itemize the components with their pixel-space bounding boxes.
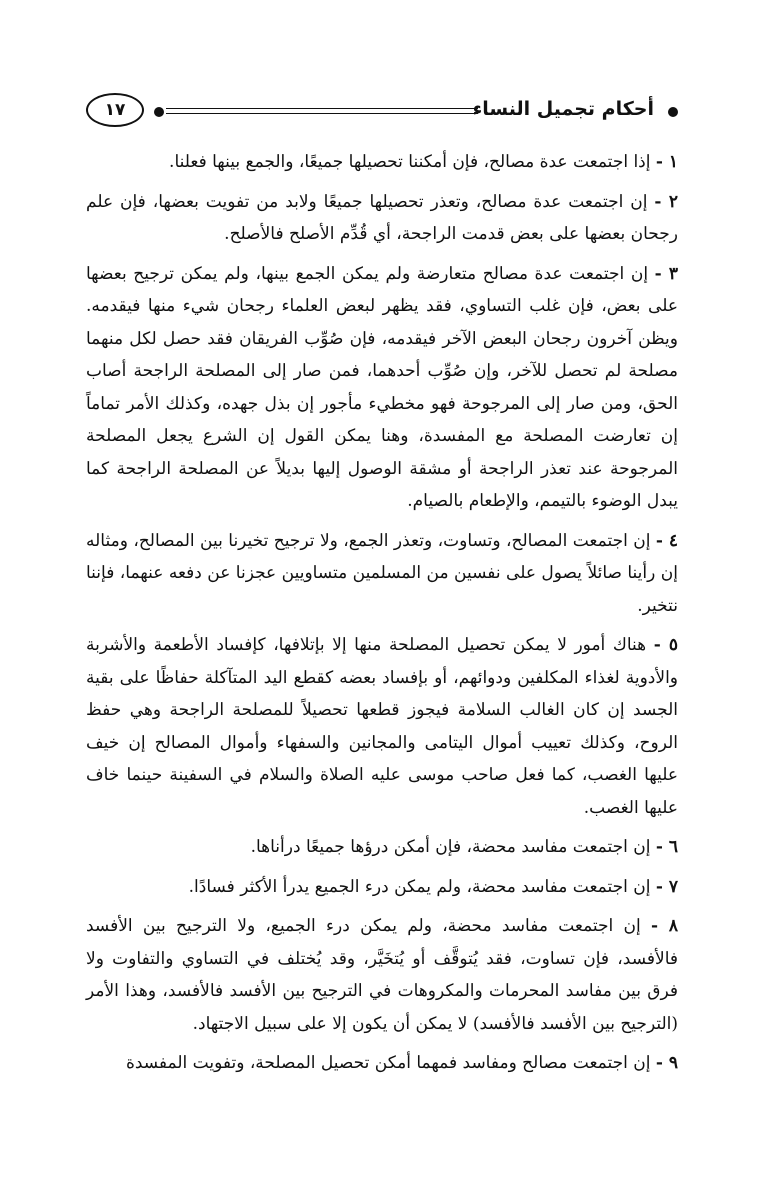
header-rule-top — [166, 108, 478, 109]
paragraph-number: ٤ - — [655, 530, 679, 551]
paragraph-text: هناك أمور لا يمكن تحصيل المصلحة منها إلا بإتلافها، كإفساد الأطعمة والأشربة والأدوية لغذاء المكلفين ودوائهم، أو بإفساد بعضه كقطع اليد المتآكلة حفاظًا على بقية الجسد إن كان الغالب السلامة فيجوز قطعها تحصيلاً للمصلحة الراجحة وهي حفظ الروح، وكذلك تعييب أموال اليتامى والمجانين والسفهاء وأموال المصالح إن خيف عليها الغصب، كما فعل صاحب موسى عليه الصلاة والسلام في السفينة حينما خاف عليها الغصب. — [86, 635, 678, 818]
paragraph-text: إن اجتمعت عدة مصالح، وتعذر تحصيلها جميعًا ولابد من تفويت بعضها، فإن علم رجحان بعضها على بعض قدمت الراجحة، أي قُدِّم الأصلح فالأصلح. — [86, 191, 678, 244]
paragraph-7 — [86, 871, 678, 904]
page-number: ١٧ — [104, 100, 126, 120]
page-number-badge — [86, 93, 144, 127]
paragraph-text: إن اجتمعت مفاسد محضة، فإن أمكن درؤها جميعًا درأناها. — [250, 837, 651, 857]
paragraph-number: ٦ - — [655, 837, 678, 857]
paragraph-number: ١ - — [655, 152, 678, 172]
header-title: أحكام تجميل النساء — [472, 98, 654, 120]
paragraph-text: إن اجتمعت مصالح ومفاسد فمهما أمكن تحصيل المصلحة، وتفويت المفسدة — [125, 1053, 651, 1073]
paragraph-8 — [86, 910, 678, 1040]
paragraph-number: ٩ - — [655, 1053, 678, 1073]
header-bullet-right — [668, 107, 678, 117]
paragraph-number: ٣ - — [654, 263, 678, 284]
running-header — [86, 92, 678, 136]
paragraph-number: ٢ - — [654, 191, 678, 212]
header-bullet-left — [154, 107, 164, 117]
paragraph-9 — [86, 1047, 678, 1080]
paragraph-3 — [86, 258, 678, 518]
paragraph-6 — [86, 831, 678, 864]
paragraph-text: إن اجتمعت مفاسد محضة، ولم يمكن درء الجميع يدرأ الأكثر فسادًا. — [188, 876, 651, 897]
paragraph-number: ٧ - — [655, 876, 678, 897]
paragraph-text: إذا اجتمعت عدة مصالح، فإن أمكننا تحصيلها جميعًا، والجمع بينها فعلنا. — [169, 152, 651, 172]
paragraph-1 — [86, 146, 678, 179]
header-rule-bottom — [166, 113, 478, 114]
paragraph-5 — [86, 629, 678, 824]
page-body — [86, 146, 678, 1087]
paragraph-4 — [86, 525, 678, 623]
paragraph-2 — [86, 186, 678, 251]
paragraph-number: ٥ - — [653, 635, 678, 655]
paragraph-text: إن اجتمعت مفاسد محضة، ولم يمكن درء الجميع، ولا الترجيح بين الأفسد فالأفسد، فإن تساوت، فقد يُتوقَّف أو يُتخَيَّر، وقد يُختلف في التساوي والتفاوت ولا فرق بين مفاسد المحرمات والمكروهات في الترجيح بين الأفسد فالأفسد، وهذا الأمر (الترجيح بين الأفسد فالأفسد) لا يمكن أن يكون إلا على سبيل الاجتهاد. — [86, 916, 678, 1034]
paragraph-number: ٨ - — [651, 916, 678, 936]
paragraph-text: إن اجتمعت عدة مصالح متعارضة ولم يمكن الجمع بينها، ولم يمكن ترجيح بعضها على بعض، فإن غلب التساوي، فقد يظهر لبعض العلماء رجحان شيء منها فيقدمه. ويظن آخرون رجحان البعض الآخر فيقدمه، فإن صُوِّب الفريقان فقد حصل لكل منهما مصلحة لم تحصل للآخر، وإن صُوِّب أحدهما، فمن صار إلى المصلحة الراجحة أصاب الحق، ومن صار إلى المرجوحة فهو مخطيء مأجور إن بذل جهده، وكذلك الأمر تماماً إن تعارضت المصلحة مع المفسدة، وهنا يمكن القول إن الشرع يجعل المصلحة المرجوحة عند تعذر الراجحة أو مشقة الوصول إليها بديلاً عن المصلحة الراجحة كما يبدل الوضوء بالتيمم، والإطعام بالصيام. — [86, 263, 678, 511]
paragraph-text: إن اجتمعت المصالح، وتساوت، وتعذر الجمع، ولا ترجيح تخيرنا بين المصالح، ومثاله إن رأينا صائلاً يصول على نفسين من المسلمين متساويين عجزنا عن دفعه عنهما، فإننا نتخير. — [86, 530, 678, 616]
